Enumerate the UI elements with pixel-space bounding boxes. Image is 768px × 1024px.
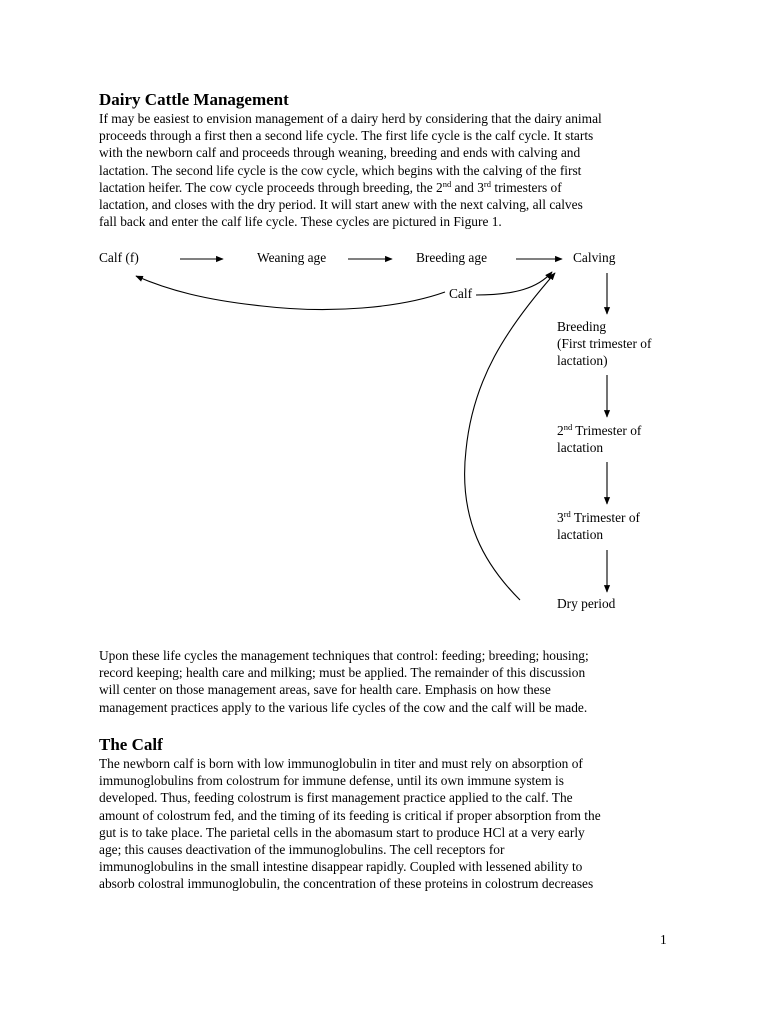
calf-paragraph [99,755,679,893]
title-the-calf: The Calf [99,735,163,754]
text-line: with the newborn calf and proceeds through weaning, breeding and ends with calving and [99,145,581,161]
text-line: age; this causes deactivation of the immunoglobulins. The cell receptors for [99,842,505,858]
text-line: management practices apply to the various life cycles of the cow and the calf will be made. [99,699,588,715]
text-line: lactation heifer. The cow cycle proceeds through breeding, the 2nd and 3rd trimesters of [99,178,562,195]
text-line: gut is to take place. The parietal cells in the abomasum start to produce HCl at a very early [99,824,585,840]
node-calf-f: Calf (f) [99,250,139,265]
arrow-dry-period-to-calving [465,273,555,600]
text-line: immunoglobulins from colostrum for immune defense, until its own immune system is [99,773,564,789]
arrow-calving-to-calf [476,272,552,295]
text-line: lactation [557,527,604,542]
text-line: record keeping; health care and milking; must be applied. The remainder of this discussion [99,665,586,681]
text-line: 2nd Trimester of [557,422,642,438]
text-line: amount of colostrum fed, and the timing of its feeding is critical if proper absorption from the [99,807,601,823]
text-line: lactation, and closes with the dry period. It will start anew with the next calving, all calves [99,197,583,213]
text-line: immunoglobulins in the small intestine disappear rapidly. Coupled with lessened ability to [99,859,583,875]
node-calving: Calving [573,250,616,265]
page-number: 1 [660,932,667,947]
text-line: fall back and enter the calf life cycle. These cycles are pictured in Figure 1. [99,214,502,230]
arrow-calf-to-calf-f [136,276,445,310]
node-dry-period: Dry period [557,596,616,611]
text-line: (First trimester of [557,336,652,351]
text-line: developed. Thus, feeding colostrum is first management practice applied to the calf. The [99,790,573,806]
node-calf: Calf [449,286,473,301]
text-line: absorb colostral immunoglobulin, the concentration of these proteins in colostrum decreases [99,876,594,892]
text-line: 3rd Trimester of [557,509,640,525]
node-weaning-age: Weaning age [257,250,327,265]
text-line: lactation [557,440,604,455]
text-line: proceeds through a first then a second life cycle. The first life cycle is the calf cycle. It starts [99,128,594,144]
text-line: Breeding [557,319,607,334]
management-paragraph [99,647,679,716]
text-line: lactation) [557,353,608,368]
title-dairy-cattle-management: Dairy Cattle Management [99,90,289,109]
text-line: Upon these life cycles the management techniques that control: feeding; breeding; housing; [99,648,589,663]
text-line: If may be easiest to envision management of a dairy herd by considering that the dairy animal [99,111,602,126]
text-line: lactation. The second life cycle is the cow cycle, which begins with the calving of the first [99,162,582,178]
text-line: The newborn calf is born with low immunoglobulin in titer and must rely on absorption of [99,756,583,771]
node-breeding-age: Breeding age [416,250,488,265]
text-line: will center on those management areas, save for health care. Emphasis on how these [99,682,551,698]
